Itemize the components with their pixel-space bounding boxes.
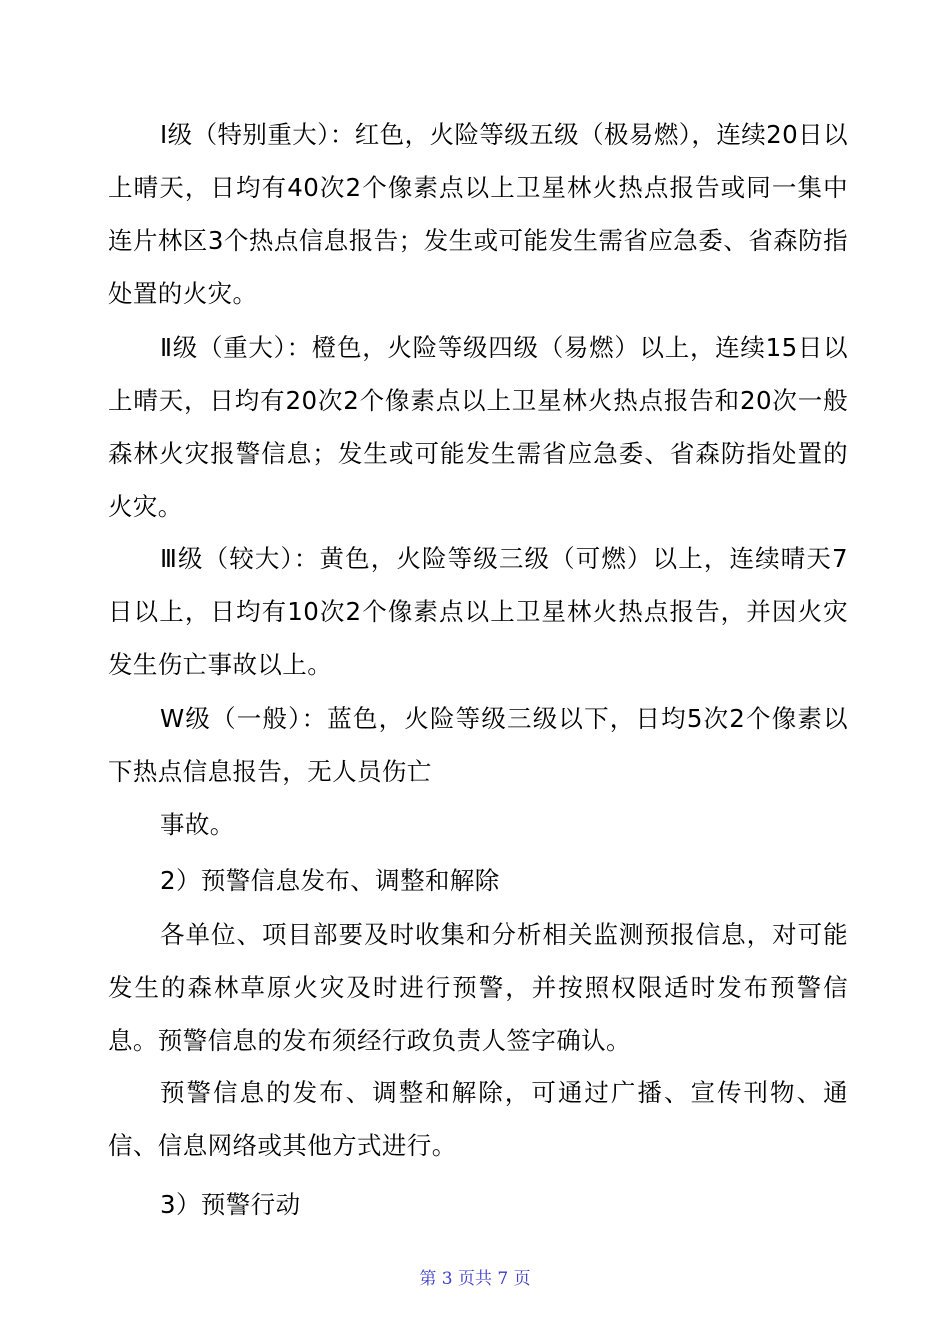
paragraph-level-4: W级（一般）：蓝色，火险等级三级以下，日均5次2个像素以下热点信息报告，无人员伤亡 (108, 704, 848, 786)
page-number-footer: 第 3 页共 7 页 (419, 1269, 531, 1289)
paragraph-warning-channels: 预警信息的发布、调整和解除，可通过广播、宣传刊物、通信、信息网络或其他方式进行。 (108, 1078, 848, 1160)
paragraph-level-1: Ⅰ级（特别重大）：红色，火险等级五级（极易燃），连续20日以上晴天，日均有40次2个像素点以上卫星林火热点报告或同一集中连片林区3个热点信息报告；发生或可能发生需省应急委、省森防指处置的火灾。 (108, 120, 848, 308)
paragraph-warning-collection: 各单位、项目部要及时收集和分析相关监测预报信息，对可能发生的森林草原火灾及时进行预警，并按照权限适时发布预警信息。预警信息的发布须经行政负责人签字确认。 (108, 920, 848, 1055)
section-heading-warning-actions: 3）预警行动 (160, 1190, 301, 1219)
paragraph-level-2: Ⅱ级（重大）：橙色，火险等级四级（易燃）以上，连续15日以上晴天，日均有20次2个像素点以上卫星林火热点报告和20次一般森林火灾报警信息；发生或可能发生需省应急委、省森防指处置的火灾。 (108, 333, 848, 521)
section-heading-warning-release: 2）预警信息发布、调整和解除 (160, 866, 500, 895)
paragraph-level-3: Ⅲ级（较大）：黄色，火险等级三级（可燃）以上，连续晴天7日以上，日均有10次2个像素点以上卫星林火热点报告，并因火灾发生伤亡事故以上。 (108, 544, 848, 679)
paragraph-level-4-continuation: 事故。 (160, 810, 235, 839)
